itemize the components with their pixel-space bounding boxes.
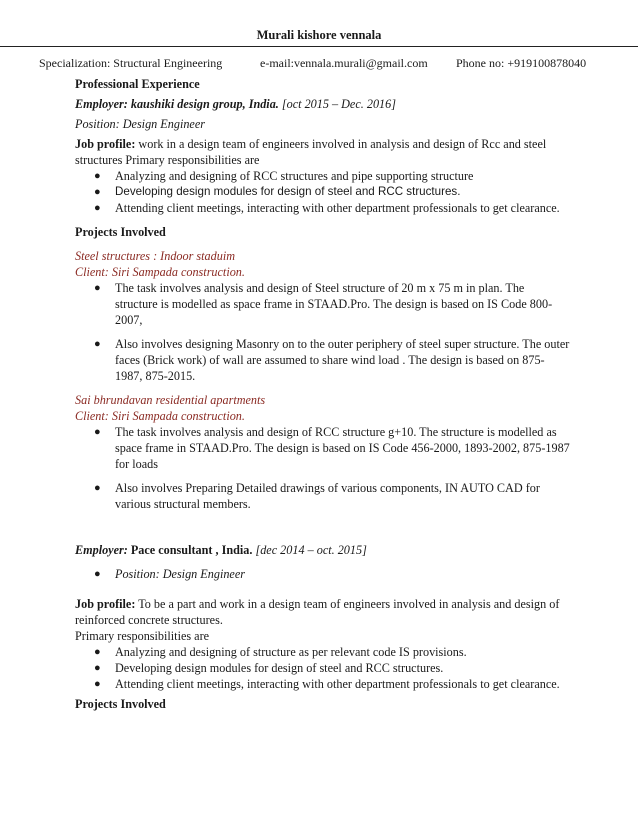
project2-title: Sai bhrundavan residential apartments [75, 393, 266, 407]
contact-line [39, 55, 599, 71]
job2-employer-label: Employer: [75, 543, 128, 557]
bullet-icon: ● [94, 568, 101, 580]
list-item: ● Attending client meetings, interacting with other department professionals to get clearance. [94, 677, 560, 691]
project2-bullets [75, 424, 570, 512]
list-item [75, 566, 570, 582]
list-item: ● The task involves analysis and design of Steel structure of 20 m x 75 m in plan. The structure is modelled as space frame in STAAD.Pro. The design is based on IS Code 800-2007, [94, 281, 553, 327]
list-item: ● Also involves Preparing Detailed drawings of various components, IN AUTO CAD for various structural members. [94, 481, 540, 511]
job2-profile-text: To be a part and work in a design team of engineers involved in analysis and design of reinforced concrete structures. [75, 597, 560, 627]
job1-profile-text: work in a design team of engineers involved in analysis and design of Rcc and steel structures Primary responsibilities are [75, 137, 547, 167]
bullet-icon: ● [94, 186, 101, 198]
job2-projects-heading: Projects Involved [75, 697, 166, 711]
job1-profile [75, 136, 570, 168]
bullet-icon: ● [94, 482, 101, 494]
job1-profile-label: Job profile: [75, 137, 136, 151]
job1-employer-line [75, 96, 570, 112]
resume-body [75, 76, 570, 712]
email-text: e-mail:vennala.murali@gmail.com [260, 56, 428, 70]
job2-responsibilities-intro: Primary responsibilities are [75, 629, 210, 643]
job1-projects-heading: Projects Involved [75, 225, 166, 239]
bullet-icon: ● [94, 282, 101, 294]
job2-position: Position: Design Engineer [115, 567, 245, 581]
specialization-text: Specialization: Structural Engineering [39, 56, 223, 70]
job1-dates: [oct 2015 – Dec. 2016] [281, 97, 396, 111]
list-item: ● Developing design modules for design of steel and RCC structures. [94, 185, 461, 198]
job2-profile-label: Job profile: [75, 597, 136, 611]
job2-profile [75, 596, 570, 628]
project1-client: Client: Siri Sampada construction. [75, 265, 245, 279]
project2-client: Client: Siri Sampada construction. [75, 409, 245, 423]
bullet-icon: ● [94, 338, 101, 350]
list-item: ● Also involves designing Masonry on to the outer periphery of steel super structure. The outer faces (Brick work) of wall are assumed to share wind load . The design is based on 875-1987, 875-2015. [94, 337, 570, 383]
list-item: ● Analyzing and designing of structure as per relevant code IS provisions. [94, 645, 467, 659]
job2-employer-name: Pace consultant , India. [127, 543, 253, 557]
bullet-icon: ● [94, 678, 101, 690]
bullet-icon: ● [94, 646, 101, 658]
project1-title: Steel structures : Indoor staduim [75, 249, 236, 263]
phone-text: Phone no: +919100878040 [456, 56, 587, 70]
list-item: ● Analyzing and designing of RCC structures and pipe supporting structure [94, 169, 474, 183]
job1-responsibilities [75, 168, 570, 216]
job2-employer-line [75, 542, 570, 558]
job1-position: Position: Design Engineer [75, 117, 205, 131]
list-item: ● Attending client meetings, interacting with other department professionals to get clearance. [94, 201, 560, 215]
bullet-icon: ● [94, 662, 101, 674]
list-item: ● Developing design modules for design of steel and RCC structures. [94, 661, 444, 675]
header-divider [0, 46, 638, 47]
list-item: ● The task involves analysis and design of RCC structure g+10. The structure is modelled as space frame in STAAD.Pro. The design is based on IS Code 456-2000, 1893-2002, 875-1987 for loads [94, 425, 570, 471]
experience-heading: Professional Experience [75, 77, 200, 91]
bullet-icon: ● [94, 170, 101, 182]
candidate-name: Murali kishore vennala [256, 28, 382, 42]
job1-employer: Employer: kaushiki design group, India. [75, 97, 279, 111]
job2-responsibilities [75, 644, 570, 692]
bullet-icon: ● [94, 202, 101, 214]
bullet-icon: ● [94, 426, 101, 438]
job2-position-list [75, 566, 570, 582]
project1-bullets [75, 280, 570, 384]
job2-dates: [dec 2014 – oct. 2015] [255, 543, 367, 557]
